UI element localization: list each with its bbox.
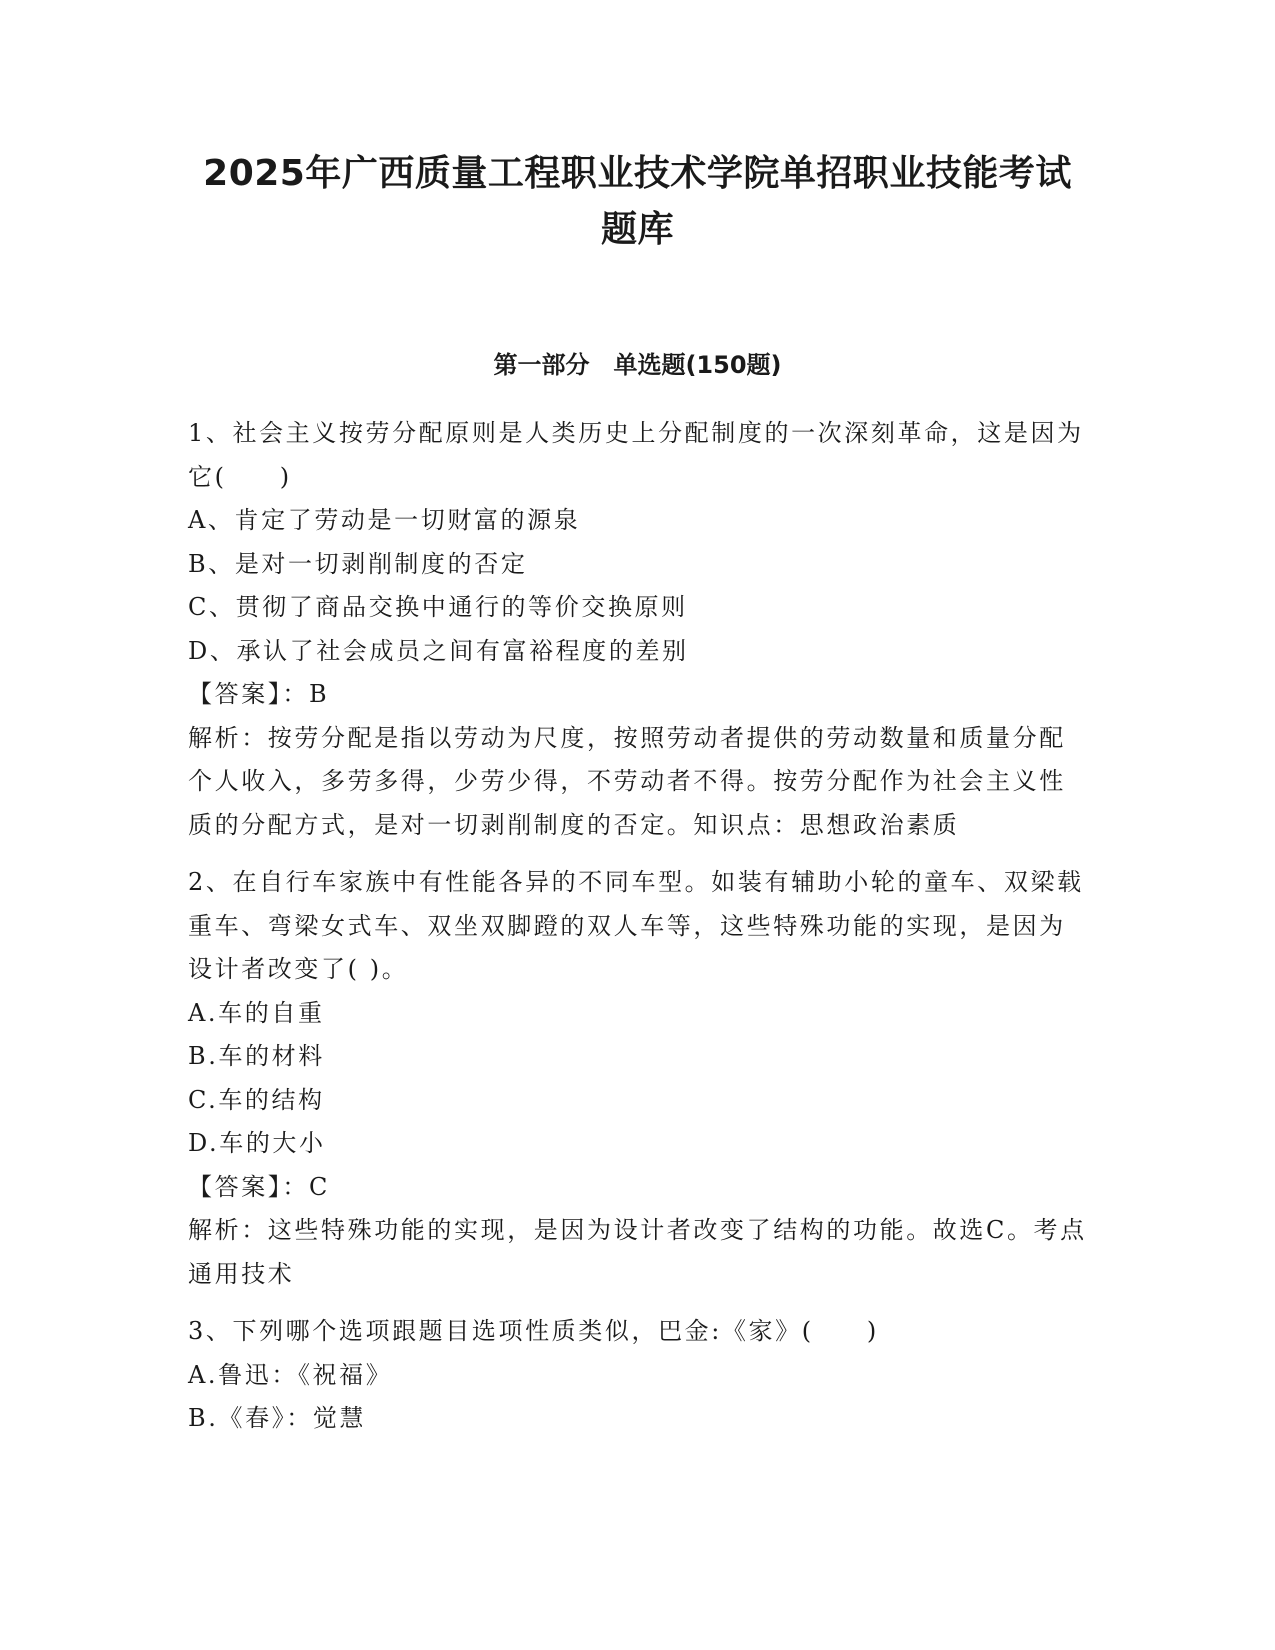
document-title — [150, 146, 1125, 258]
analysis-text: 解析：这些特殊功能的实现，是因为设计者改变了结构的功能。故选C。考点通用技术 — [188, 1216, 1087, 1288]
option-b: B、是对一切剥削制度的否定 — [188, 549, 528, 578]
title-line-2: 题库 — [600, 209, 674, 250]
question-stem: 2、在自行车家族中有性能各异的不同车型。如装有辅助小轮的童车、双梁载重车、弯梁女式车、双坐双脚蹬的双人车等，这些特殊功能的实现，是因为设计者改变了( )。 — [188, 868, 1084, 983]
option-d: D、承认了社会成员之间有富裕程度的差别 — [188, 636, 689, 665]
option-d: D.车的大小 — [188, 1129, 326, 1157]
section-heading: 第一部分 单选题(150题) — [493, 351, 782, 379]
question-list — [188, 412, 1088, 1455]
option-c: C、贯彻了商品交换中通行的等价交换原则 — [188, 593, 688, 621]
analysis-text: 解析：按劳分配是指以劳动为尺度，按照劳动者提供的劳动数量和质量分配个人收入，多劳多得，少劳少得，不劳动者不得。按劳分配作为社会主义性质的分配方式，是对一切剥削制度的否定。知识点：思想政治素质 — [188, 723, 1066, 839]
option-c: C.车的结构 — [188, 1085, 325, 1114]
option-b: B.《春》：觉慧 — [188, 1404, 367, 1432]
question-stem: 3、下列哪个选项跟题目选项性质类似，巴金:《家》( ) — [188, 1317, 879, 1345]
answer-line: 【答案】：B — [188, 680, 330, 708]
option-a: A.车的自重 — [188, 998, 325, 1027]
title-line-1: 2025年广西质量工程职业技术学院单招职业技能考试 — [203, 153, 1072, 194]
question-1 — [188, 412, 1088, 847]
answer-line: 【答案】：C — [188, 1172, 330, 1201]
option-b: B.车的材料 — [188, 1042, 325, 1070]
question-2 — [188, 861, 1088, 1296]
option-a: A.鲁迅：《祝福》 — [188, 1360, 393, 1389]
question-3 — [188, 1310, 1088, 1441]
question-stem: 1、社会主义按劳分配原则是人类历史上分配制度的一次深刻革命，这是因为它( ) — [188, 419, 1084, 491]
option-a: A、肯定了劳动是一切财富的源泉 — [188, 506, 581, 534]
